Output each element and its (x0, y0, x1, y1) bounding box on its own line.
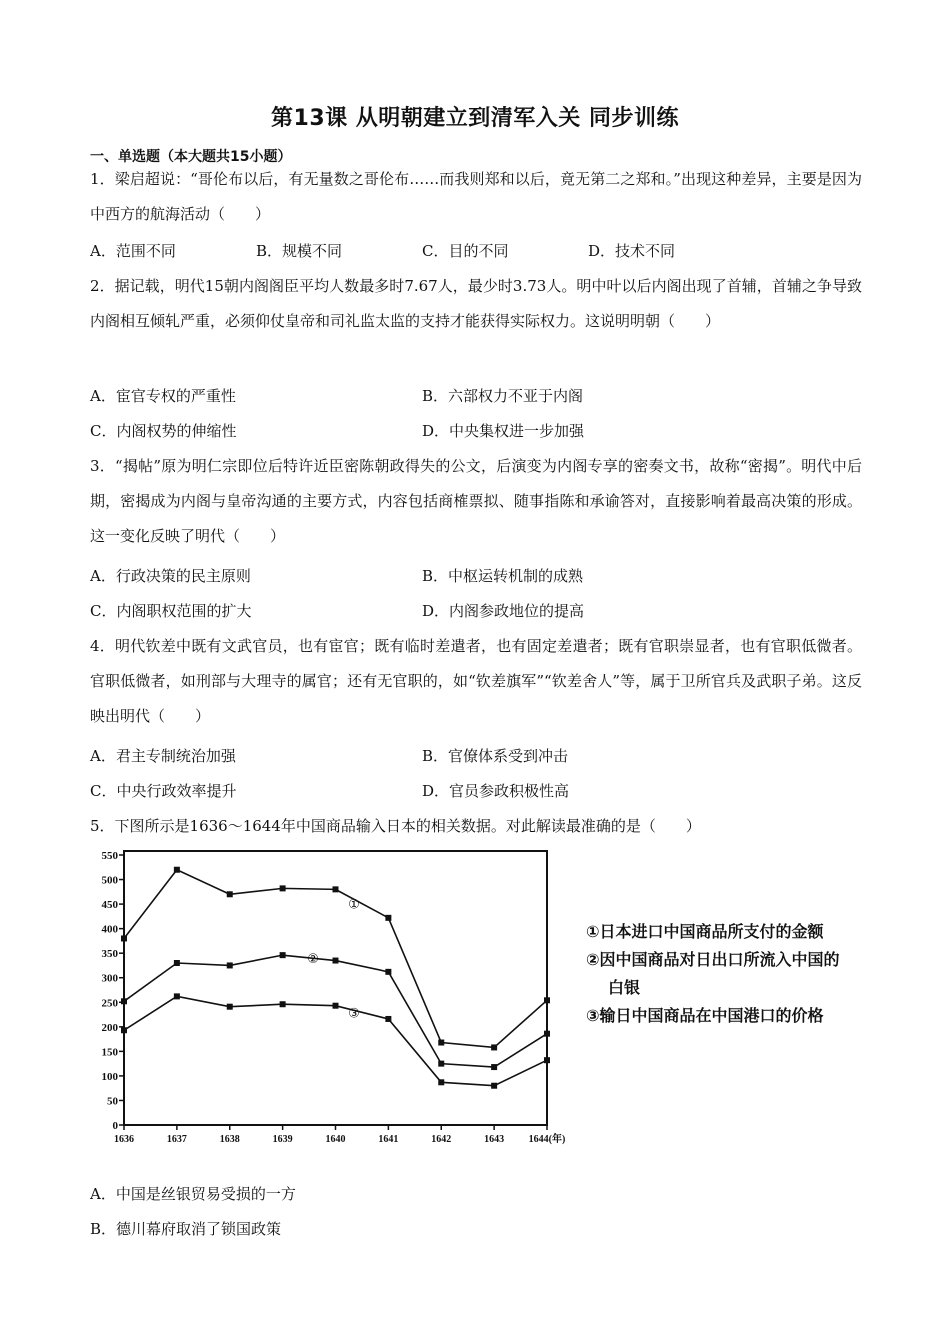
data-point (121, 935, 127, 941)
data-point (333, 958, 339, 964)
y-tick-label: 50 (107, 1095, 118, 1108)
legend-item-series-1: ①日本进口中国商品所支付的金额 (586, 922, 824, 941)
series-label-2: ② (307, 951, 319, 967)
q1-option-b[interactable]: B．规模不同 (256, 242, 343, 260)
data-point (174, 993, 180, 999)
data-point (333, 1003, 339, 1009)
x-tick-label: 1643 (484, 1134, 505, 1145)
series-label-1: ① (348, 897, 360, 913)
x-tick-label: 1640 (325, 1134, 346, 1145)
data-point (438, 1040, 444, 1046)
y-tick-label: 450 (101, 899, 118, 912)
q1-option-a[interactable]: A．范围不同 (90, 242, 176, 260)
x-tick-label: 1636 (114, 1134, 134, 1145)
data-point (227, 891, 233, 897)
trade-line-chart (88, 846, 588, 1146)
q1-option-d[interactable]: D．技术不同 (588, 242, 676, 260)
data-point (121, 1027, 127, 1033)
q3-option-a[interactable]: A．行政决策的民主原则 (90, 567, 251, 585)
q4-option-c[interactable]: C．中央行政效率提升 (90, 782, 237, 800)
q1-option-c[interactable]: C．目的不同 (422, 242, 509, 260)
data-point (438, 1061, 444, 1067)
y-tick-label: 150 (101, 1046, 118, 1059)
q4-option-b[interactable]: B．官僚体系受到冲击 (422, 747, 569, 765)
data-point (544, 1031, 550, 1037)
data-point (174, 960, 180, 966)
data-point (491, 1083, 497, 1089)
x-tick-label: 1637 (166, 1134, 187, 1145)
question-1-stem: 1．梁启超说：“哥伦布以后，有无量数之哥伦布……而我则郑和以后，竟无第二之郑和。”出现这种差异，主要是因为中西方的航海活动（ ） (90, 170, 862, 223)
legend-item-series-3: ③输日中国商品在中国港口的价格 (586, 1006, 824, 1025)
q2-option-b[interactable]: B．六部权力不亚于内阁 (422, 387, 584, 405)
y-tick-label: 550 (101, 850, 118, 862)
data-point (280, 885, 286, 891)
series-line-2 (124, 955, 547, 1067)
data-point (385, 915, 391, 921)
question-5-stem: 5．下图所示是1636～1644年中国商品输入日本的相关数据。对此解读最准确的是（ ） (90, 817, 701, 835)
question-3-stem: 3．“揭帖”原为明仁宗即位后特许近臣密陈朝政得失的公文，后演变为内阁专享的密奏文书，故称“密揭”。明代中后期，密揭成为内阁与皇帝沟通的主要方式，内容包括商榷票拟、随事指陈和承谕答对，直接影响着最高决策的形成。这一变化反映了明代（ ） (90, 457, 862, 545)
q3-option-b[interactable]: B．中枢运转机制的成熟 (422, 567, 584, 585)
y-tick-label: 200 (101, 1021, 118, 1034)
question-4-stem: 4．明代钦差中既有文武官员，也有宦官；既有临时差遣者，也有固定差遣者；既有官职崇显者，也有官职低微者。官职低微者，如刑部与大理寺的属官；还有无官职的，如“钦差旗军”“钦差舍人”等，属于卫所官兵及武职子弟。这反映出明代（ ） (90, 637, 862, 725)
y-tick-label: 300 (101, 972, 118, 985)
page-title: 第13课 从明朝建立到清军入关 同步训练 (271, 106, 679, 131)
data-point (385, 1016, 391, 1022)
x-tick-label: 1641 (378, 1134, 399, 1145)
y-tick-label: 250 (101, 997, 118, 1010)
data-point (491, 1064, 497, 1070)
section-heading: 一、单选题（本大题共15小题） (90, 149, 292, 165)
q4-option-d[interactable]: D．官员参政积极性高 (422, 782, 570, 800)
data-point (385, 969, 391, 975)
series-line-3 (124, 996, 547, 1085)
data-point (491, 1044, 497, 1050)
y-tick-label: 400 (101, 923, 118, 936)
y-tick-label: 350 (101, 948, 118, 961)
data-point (174, 867, 180, 873)
q5-option-a[interactable]: A．中国是丝银贸易受损的一方 (90, 1185, 296, 1203)
data-point (280, 1001, 286, 1007)
data-point (544, 997, 550, 1003)
legend-item-series-2: ②因中国商品对日出口所流入中国的 (586, 950, 840, 969)
x-tick-label: 1639 (272, 1134, 293, 1145)
x-tick-label: 1642 (431, 1134, 452, 1145)
y-tick-label: 100 (101, 1070, 118, 1083)
chart-legend (586, 918, 906, 1030)
q2-option-c[interactable]: C．内阁权势的伸缩性 (90, 422, 237, 440)
x-tick-label: 1644(年) (528, 1134, 566, 1145)
question-2-stem: 2．据记载，明代15朝内阁阁臣平均人数最多时7.67人，最少时3.73人。明中叶以后内阁出现了首辅，首辅之争导致内阁相互倾轧严重，必须仰仗皇帝和司礼监太监的支持才能获得实际权力。这说明明朝（ ） (90, 277, 862, 330)
x-tick-label: 1638 (219, 1134, 240, 1145)
q5-option-b[interactable]: B．德川幕府取消了锁国政策 (90, 1220, 282, 1238)
q2-option-a[interactable]: A．宦官专权的严重性 (90, 387, 236, 405)
y-tick-label: 500 (101, 874, 118, 887)
data-point (438, 1079, 444, 1085)
data-point (227, 962, 233, 968)
q2-option-d[interactable]: D．中央集权进一步加强 (422, 422, 585, 440)
data-point (280, 952, 286, 958)
series-label-3: ③ (348, 1006, 360, 1022)
legend-item-series-2-cont: 白银 (608, 978, 641, 997)
y-tick-label: 0 (112, 1120, 118, 1132)
data-point (227, 1004, 233, 1010)
q3-option-d[interactable]: D．内阁参政地位的提高 (422, 602, 585, 620)
data-point (544, 1057, 550, 1063)
q4-option-a[interactable]: A．君主专制统治加强 (90, 747, 236, 765)
data-point (333, 886, 339, 892)
data-point (121, 998, 127, 1004)
q3-option-c[interactable]: C．内阁职权范围的扩大 (90, 602, 252, 620)
